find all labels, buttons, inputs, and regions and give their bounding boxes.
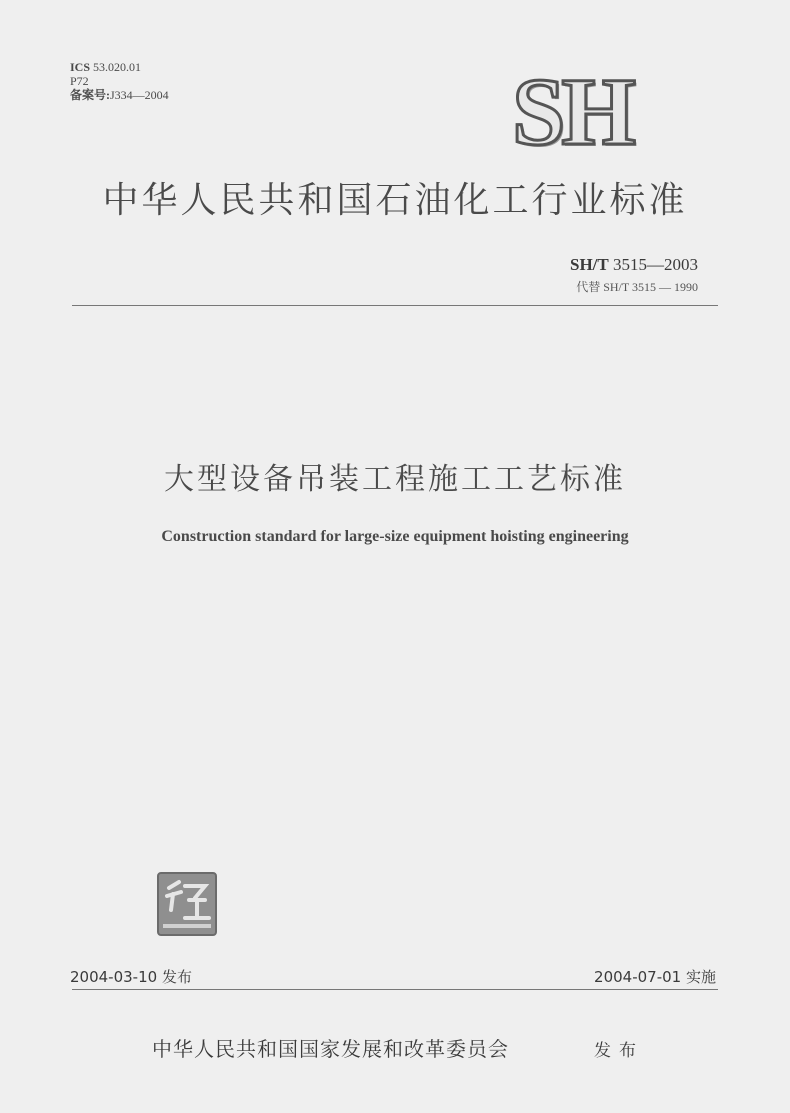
standard-code: 3515—2003	[613, 255, 698, 274]
ics-value: 53.020.01	[93, 60, 142, 74]
sh-logo: SH	[512, 58, 633, 165]
publisher-name: 中华人民共和国国家发展和改革委员会	[152, 1037, 509, 1061]
issue-date: 2004-03-10 发布	[70, 968, 192, 986]
ics-label: ICS	[70, 60, 91, 74]
standard-number	[570, 255, 698, 275]
classification-block	[70, 60, 169, 102]
publish-label: 发布	[594, 1041, 644, 1061]
record-label: 备案号:	[70, 88, 110, 102]
class-code: P72	[70, 74, 89, 88]
document-title-en: Construction standard for large-size equipment hoisting engineering	[161, 528, 629, 545]
header-divider	[72, 305, 718, 306]
standard-prefix: SH/T	[570, 255, 609, 274]
footer-divider	[72, 989, 718, 990]
document-title-zh: 大型设备吊装工程施工工艺标准	[164, 462, 626, 497]
effective-date: 2004-07-01 实施	[594, 968, 716, 986]
approval-seal-icon	[157, 872, 217, 936]
record-value: J334—2004	[110, 88, 169, 102]
organization-title: 中华人民共和国石油化工行业标准	[102, 180, 688, 221]
replaces-note: 代替 SH/T 3515 — 1990	[576, 280, 698, 294]
